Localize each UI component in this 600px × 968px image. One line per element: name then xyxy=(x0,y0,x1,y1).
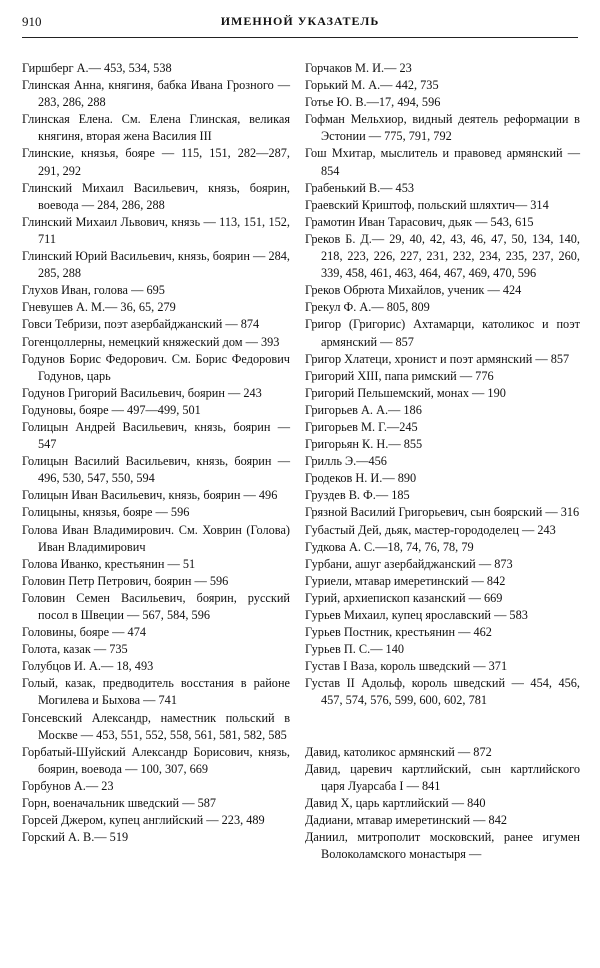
index-entry: Даниил, митрополит московский, ранее игумен Волоколамского монастыря — xyxy=(305,830,580,862)
index-entry: Готье Ю. В.—17, 494, 596 xyxy=(305,95,441,110)
index-entry: Голый, казак, предводитель восстания в районе Могилева и Быхова — 741 xyxy=(22,676,290,708)
index-entry: Глинская Анна, княгиня, бабка Ивана Грозного — 283, 286, 288 xyxy=(22,78,290,110)
index-entry: Густав II Адольф, король шведский — 454, 456, 457, 574, 576, 599, 600, 602, 781 xyxy=(305,676,580,708)
index-entry: Голицын Андрей Васильевич, князь, боярин — 547 xyxy=(22,419,290,452)
index-entry: Гурьев Михаил, купец ярославский — 583 xyxy=(305,608,528,622)
index-entry: Дадиани, мтавар имеретинский — 842 xyxy=(305,812,507,827)
index-entry: Грекул Ф. А.— 805, 809 xyxy=(305,300,430,315)
index-entry: Грамотин Иван Тарасович, дьяк — 543, 615 xyxy=(305,214,534,229)
index-entry: Глинский Михаил Васильевич, князь, боярин, воевода — 284, 286, 288 xyxy=(22,180,290,212)
index-entry: Горсей Джером, купец английский — 223, 489 xyxy=(22,813,265,828)
index-entry: Гуриели, мтавар имеретинский — 842 xyxy=(305,573,506,588)
index-entry: Гогенцоллерны, немецкий княжеский дом — 393 xyxy=(22,334,280,349)
index-entry: Грабенький В.— 453 xyxy=(305,180,414,195)
index-entry: Гурбани, ашуг азербайджанский — 873 xyxy=(305,556,513,571)
index-entry: Григорий XIII, папа римский — 776 xyxy=(305,368,494,383)
index-entry: Горчаков М. И.— 23 xyxy=(305,61,412,75)
index-entry: Гиршберг А.— 453, 534, 538 xyxy=(22,61,172,75)
index-entry: Гонсевский Александр, наместник польский в Москве — 453, 551, 552, 558, 561, 581, 582, 585 xyxy=(22,710,290,742)
index-entry: Григорьев М. Г.—245 xyxy=(305,419,418,434)
index-entry: Горбатый-Шуйский Александр Борисович, князь, боярин, воевода — 100, 307, 669 xyxy=(22,744,290,776)
index-entry: Годунов Григорий Васильевич, боярин — 243 xyxy=(22,385,262,400)
index-entry: Григорий Пельшемский, монах — 190 xyxy=(305,385,506,400)
index-entry: Давид, царевич картлийский, сын картлийского царя Луарсаба I — 841 xyxy=(305,761,580,793)
index-entry: Грилль Э.—456 xyxy=(305,454,387,469)
index-entry: Голова Иван Владимирович. См. Ховрин (Голова) Иван Владимирович xyxy=(22,522,290,554)
index-entry: Гневушев А. М.— 36, 65, 279 xyxy=(22,300,176,315)
index-entry: Головин Семен Васильевич, боярин, русский посол в Швеции — 567, 584, 596 xyxy=(22,590,290,622)
index-entry: Грязной Василий Григорьевич, сын боярский — 316 xyxy=(305,505,580,520)
index-entry: Греков Б. Д.— 29, 40, 42, 43, 46, 47, 50, 134, 140, 218, 223, 226, 227, 231, 232, 234, 235, 237, 260, 339, 458, 461, 463, 464, 467, 469, 470, 596 xyxy=(305,231,580,281)
index-entry: Гурьев Постник, крестьянин — 462 xyxy=(305,625,492,640)
index-entry: Голота, казак — 735 xyxy=(22,642,128,657)
index-entry: Григор Хлатеци, хронист и поэт армянский — 857 xyxy=(305,351,570,366)
index-entry: Гродеков Н. И.— 890 xyxy=(305,471,417,486)
index-entry: Глухов Иван, голова — 695 xyxy=(22,283,165,298)
index-entry: Головин Петр Петрович, боярин — 596 xyxy=(22,573,229,588)
index-entry: Глинский Юрий Васильевич, князь, боярин — 284, 285, 288 xyxy=(22,249,290,281)
index-entry: Гудкова А. С.—18, 74, 76, 78, 79 xyxy=(305,539,474,554)
index-entry: Глинская Елена. См. Елена Глинская, великая княгиня, вторая жена Василия III xyxy=(22,112,290,144)
index-entry: Густав I Ваза, король шведский — 371 xyxy=(305,659,508,674)
letter-section-gap xyxy=(305,710,580,744)
index-entry: Греков Обрюта Михайлов, ученик — 424 xyxy=(305,283,522,298)
index-entry: Горн, военачальник шведский — 587 xyxy=(22,796,217,811)
index-entry: Давид X, царь картлийский — 840 xyxy=(305,795,486,810)
index-entry: Голубцов И. А.— 18, 493 xyxy=(22,659,154,674)
right-column xyxy=(305,60,580,863)
index-entry: Головины, бояре — 474 xyxy=(22,625,147,640)
index-entry: Горбунов А.— 23 xyxy=(22,778,114,793)
index-entry: Глинский Михаил Львович, князь — 113, 151, 152, 711 xyxy=(22,214,290,246)
index-entry: Григорьев А. А.— 186 xyxy=(305,402,422,417)
running-header xyxy=(22,9,578,38)
index-entry: Голицын Василий Васильевич, князь, боярин — 496, 530, 547, 550, 594 xyxy=(22,454,290,486)
left-column xyxy=(22,60,290,846)
index-entry: Глинские, князья, бояре — 115, 151, 282—287, 291, 292 xyxy=(22,146,290,178)
index-entry: Гош Мхитар, мыслитель и правовед армянский — 854 xyxy=(305,146,580,178)
index-entry: Гурий, архиепископ казанский — 669 xyxy=(305,590,503,605)
index-entry: Гофман Мельхиор, видный деятель реформации в Эстонии — 775, 791, 792 xyxy=(305,112,580,144)
page-title: ИМЕННОЙ УКАЗАТЕЛЬ xyxy=(220,14,380,28)
index-entry: Григорьян К. Н.— 855 xyxy=(305,437,423,452)
index-entry: Губастый Дей, дьяк, мастер-горододелец — 243 xyxy=(305,522,556,537)
index-entry: Годуновы, бояре — 497—499, 501 xyxy=(22,402,201,417)
index-entry: Голова Иванко, крестьянин — 51 xyxy=(22,556,196,571)
index-entry: Годунов Борис Федорович. См. Борис Федорович Годунов, царь xyxy=(22,351,290,383)
index-entry: Горский А. В.— 519 xyxy=(22,830,129,845)
index-entry: Гурьев П. С.— 140 xyxy=(305,642,405,657)
index-entry: Голицыны, князья, бояре — 596 xyxy=(22,505,190,520)
index-entry: Григор (Григорис) Ахтамарци, католикос и поэт армянский — 857 xyxy=(305,317,580,349)
index-entry: Говси Тебризи, поэт азербайджанский — 874 xyxy=(22,317,260,332)
page-number: 910 xyxy=(22,14,42,29)
index-entry: Граевский Криштоф, польский шляхтич— 314 xyxy=(305,197,549,212)
index-entry: Голицын Иван Васильевич, князь, боярин — 496 xyxy=(22,488,278,503)
index-entry: Горький М. А.— 442, 735 xyxy=(305,78,439,93)
index-entry: Давид, католикос армянский — 872 xyxy=(305,744,492,759)
index-entry: Груздев В. Ф.— 185 xyxy=(305,488,410,503)
